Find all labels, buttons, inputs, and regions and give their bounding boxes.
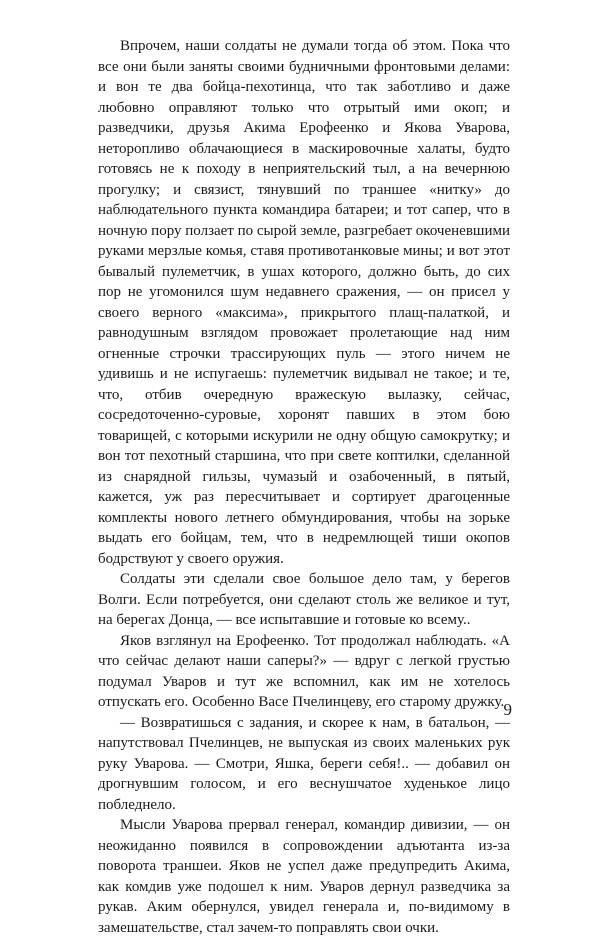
paragraph: Впрочем, наши солдаты не думали тогда об этом. Пока что все они были заняты своими будничными фронтовыми делами: и вон те два бойца-пехотинца, что так заботливо и даже любовно оправляют только что отрытый ими окоп; и разведчики, друзья Акима Ерофеенко и Якова Уварова, неторопливо облачающиеся в маскировочные халаты, будто готовясь не к походу в неприятельский тыл, а на вечернюю прогулку; и связист, тянувший по траншее «нитку» до наблюдательного пункта командира батареи; и тот сапер, что в ночную пору ползает по сырой земле, разгребает окоченевшими руками мерзлые комья, ставя противотанковые мины; и вот этот бывалый пулеметчик, в ушах которого, должно быть, до сих пор не угомонился шум недавнего сражения, — он присел у своего верного «максима», прикрытого плащ-палаткой, и равнодушным взглядом провожает пролетающие над ним огненные строчки трассирующих пуль — этого ничем не удивишь и не испугаешь: пулеметчик видывал не такое; и те, что, отбив очередную вражескую вылазку, сейчас, сосредоточенно-суровые, хоронят павших в этом бою товарищей, с которыми искурили не одну общую самокрутку; и вон тот пехотный старшина, что при свете коптилки, сделанной из снарядной гильзы, чумазый и озабоченный, в пятый, кажется, уж раз пересчитывает и сортирует драгоценные комплекты нового летнего обмундирования, чтобы на зорьке выдать его бойцам, тем, что в недремлющей тиши окопов бодрствуют у своего оружия.	[98, 38, 510, 567]
paragraph: Яков взглянул на Ерофеенко. Тот продолжал наблюдать. «А что сейчас делают наши саперы?» — вдруг с легкой грустью подумал Уваров и тут же вспомнил, как им не хотелось отпускать его. Особенно Васе Пчелинцеву, его старому дружку.	[98, 632, 510, 710]
body-text	[98, 36, 510, 938]
paragraph: Солдаты эти сделали свое большое дело там, у берегов Волги. Если потребуется, они сделают столь же великое и тут, на берегах Донца, — все испытавшие и готовые ко всему..	[98, 571, 510, 628]
paragraph: Мысли Уварова прервал генерал, командир дивизии, — он неожиданно появился в сопровождении адъютанта из-за поворота траншеи. Яков не успел даже предупредить Акима, как комдив уже подошел к ним. Уваров дернул разведчика за рукав. Аким обернулся, увидел генерала и, по-видимому в замешательстве, стал зачем-то поправлять свои очки.	[98, 817, 510, 936]
paragraph: — Возвратишься с задания, и скорее к нам, в батальон, — напутствовал Пчелинцев, не выпуская из своих маленьких рук руку Уварова. — Смотри, Яшка, береги себя!.. — добавил он дрогнувшим голосом, и его веснушчатое худенькое лицо побледнело.	[98, 714, 510, 813]
page-number: 9	[503, 700, 512, 719]
